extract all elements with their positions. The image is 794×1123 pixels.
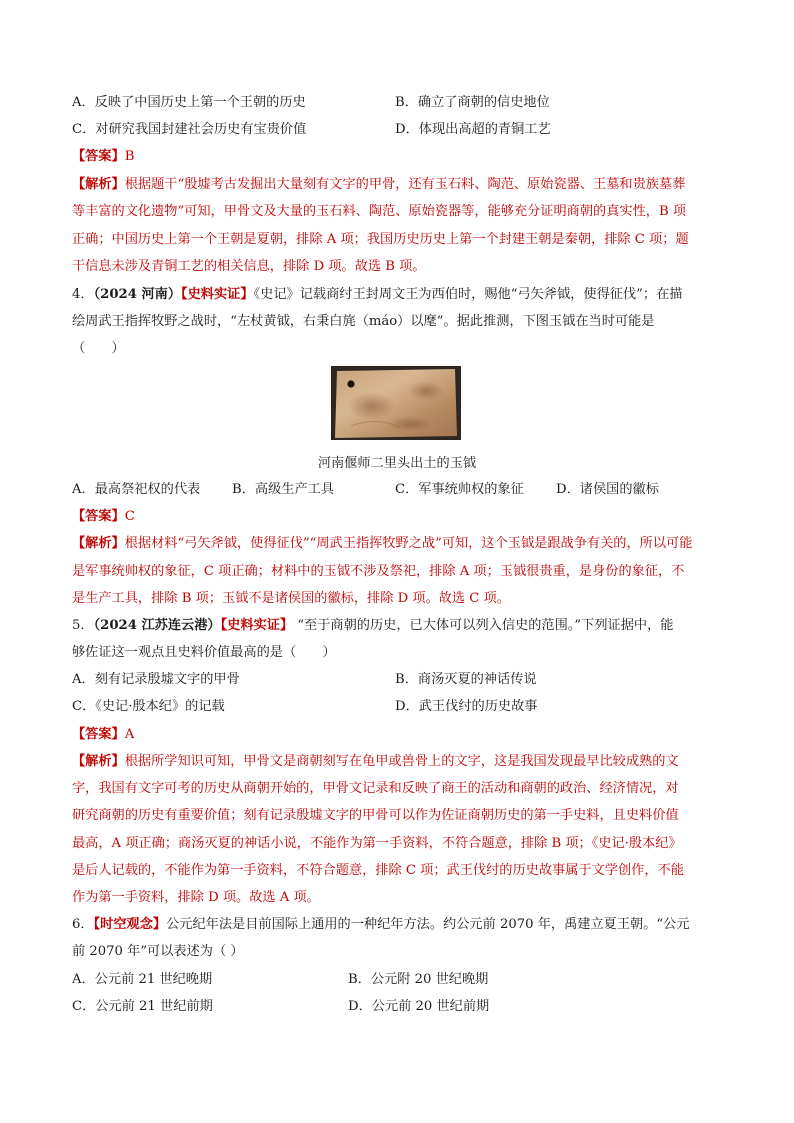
analysis-text: 根据所学知识可知，甲骨文是商朝刻写在龟甲或兽骨上的文字，这是我国发现最早比较成熟的文 [124,754,679,769]
question-tag: 【史料实证】 [220,618,294,633]
q6-stem-line-1 [72,916,690,934]
q3-option-b[interactable]: B．确立了商朝的信史地位 [395,95,550,110]
answer-value: A [124,727,135,742]
q4-stem-line-3: （ ） [72,341,125,356]
q4-answer [72,508,135,526]
jade-yue-image [331,366,461,440]
question-stem: “至于商朝的历史，已大体可以列入信史的范围。”下列证据中，能 [293,618,674,633]
q4-option-a[interactable]: A．最高祭祀权的代表 [72,482,201,497]
analysis-label: 【解析】 [72,177,125,192]
answer-label: 【答案】 [72,149,125,164]
q6-option-a[interactable]: A．公元前 21 世纪晚期 [72,972,213,987]
q5-stem-line-2: 够佐证这一观点且史料价值最高的是（ ） [72,645,336,660]
q4-stem-line-2: 绘周武王指挥牧野之战时，“左杖黄钺，右秉白旄（máo）以麾”。据此推测，下图玉钺在当时可能是 [72,314,655,329]
q5-option-a[interactable]: A．刻有记录殷墟文字的甲骨 [72,672,240,687]
q5-analysis-line-1 [72,753,679,771]
question-number: 5． [72,618,94,633]
q5-analysis-line-2: 字，我国有文字可考的历史从商朝开始的，甲骨文记录和反映了商王的活动和商朝的政治、经济情况，对 [72,781,679,796]
answer-value: C [124,509,135,524]
q3-analysis-line-3: 正确；中国历史上第一个王朝是夏朝，排除 A 项；我国历史历史上第一个封建王朝是秦朝，排除 C 项；题 [72,232,689,247]
q3-option-c[interactable]: C．对研究我国封建社会历史有宝贵价值 [72,122,307,137]
q3-option-d[interactable]: D．体现出高超的青铜工艺 [395,122,551,137]
analysis-label: 【解析】 [72,754,125,769]
q6-option-d[interactable]: D．公元前 20 世纪前期 [348,999,490,1014]
q3-options-row-2 [72,121,732,139]
jade-yue-photo [331,366,461,440]
q5-option-d[interactable]: D．武王伐纣的历史故事 [395,699,538,714]
q5-answer [72,726,134,744]
q3-answer [72,148,134,166]
q4-stem-line-1 [72,286,682,304]
answer-value: B [124,149,135,164]
question-stem: 《史记》记载商纣王封周文王为西伯时，赐他“弓矢斧钺，使得征伐”；在描 [253,287,683,302]
q4-option-d[interactable]: D．诸侯国的徽标 [556,482,659,497]
q6-options-row-1 [72,971,732,989]
q5-options-row-1 [72,671,732,689]
q6-options-row-2 [72,998,732,1016]
q4-option-b[interactable]: B．高级生产工具 [232,482,335,497]
q3-analysis-line-1 [72,176,685,194]
q5-analysis-line-3: 研究商朝的历史有重要价值；刻有记录殷墟文字的甲骨可以作为佐证商朝历史的第一手史料，且史料价值 [72,808,679,823]
q4-option-c[interactable]: C．军事统帅权的象征 [395,482,524,497]
q6-option-c[interactable]: C．公元前 21 世纪前期 [72,999,213,1014]
q5-analysis-line-6: 作为第一手资料，排除 D 项。故选 A 项。 [72,890,320,905]
question-tag: 【史料实证】 [181,287,254,302]
q5-option-c[interactable]: C．《史记·殷本纪》的记载 [72,699,225,714]
q5-analysis-line-4: 最高，A 项正确；商汤灭夏的神话小说，不能作为第一手资料，不符合题意，排除 B 项；《史记·殷本纪》 [72,836,682,851]
question-number: 6． [72,917,94,932]
figure-caption: 河南偃师二里头出土的玉钺 [317,456,477,471]
q5-analysis-line-5: 是后人记载的，不能作为第一手资料，不符合题意，排除 C 项；武王伐纣的历史故事属于文学创作，不能 [72,863,684,878]
question-tag: 【时空观念】 [93,917,167,932]
answer-label: 【答案】 [72,509,125,524]
q3-analysis-line-4: 干信息未涉及青铜工艺的相关信息，排除 D 项。故选 B 项。 [72,259,426,274]
analysis-label: 【解析】 [72,536,125,551]
q6-stem-line-2: 前 2070 年”可以表述为（ ） [72,944,244,959]
question-source: （2024 河南） [93,287,182,302]
analysis-text: 根据材料“弓矢斧钺，使得征伐”“周武王指挥牧野之战”可知，这个玉钺是跟战争有关的，所以可能 [124,536,693,551]
question-number: 4． [72,287,94,302]
q4-analysis-line-1 [72,535,692,553]
q3-option-a[interactable]: A．反映了中国历史上第一个王朝的历史 [72,95,306,110]
q3-options-row-1 [72,94,732,112]
q5-option-b[interactable]: B．商汤灭夏的神话传说 [395,672,537,687]
question-source: （2024 江苏连云港） [93,618,221,633]
q6-option-b[interactable]: B．公元附 20 世纪晚期 [348,972,489,987]
q5-options-row-2 [72,698,732,716]
q3-analysis-line-2: 等丰富的文化遗物”可知，甲骨文及大量的玉石料、陶范、原始瓷器等，能够充分证明商朝的真实性，B 项 [72,204,687,219]
q4-analysis-line-2: 是军事统帅权的象征，C 项正确；材料中的玉钺不涉及祭祀，排除 A 项；玉钺很贵重，是身份的象征，不 [72,564,685,579]
question-stem: 公元纪年法是目前国际上通用的一种纪年方法。约公元前 2070 年，禹建立夏王朝。“公元 [166,917,690,932]
q4-analysis-line-3: 是生产工具，排除 B 项；玉钺不是诸侯国的徽标，排除 D 项。故选 C 项。 [72,591,510,606]
answer-label: 【答案】 [72,727,125,742]
q4-options-row [72,481,732,499]
analysis-text: 根据题干“殷墟考古发掘出大量刻有文字的甲骨，还有玉石料、陶范、原始瓷器、王墓和贵族墓葬 [124,177,686,192]
q5-stem-line-1 [72,617,673,635]
